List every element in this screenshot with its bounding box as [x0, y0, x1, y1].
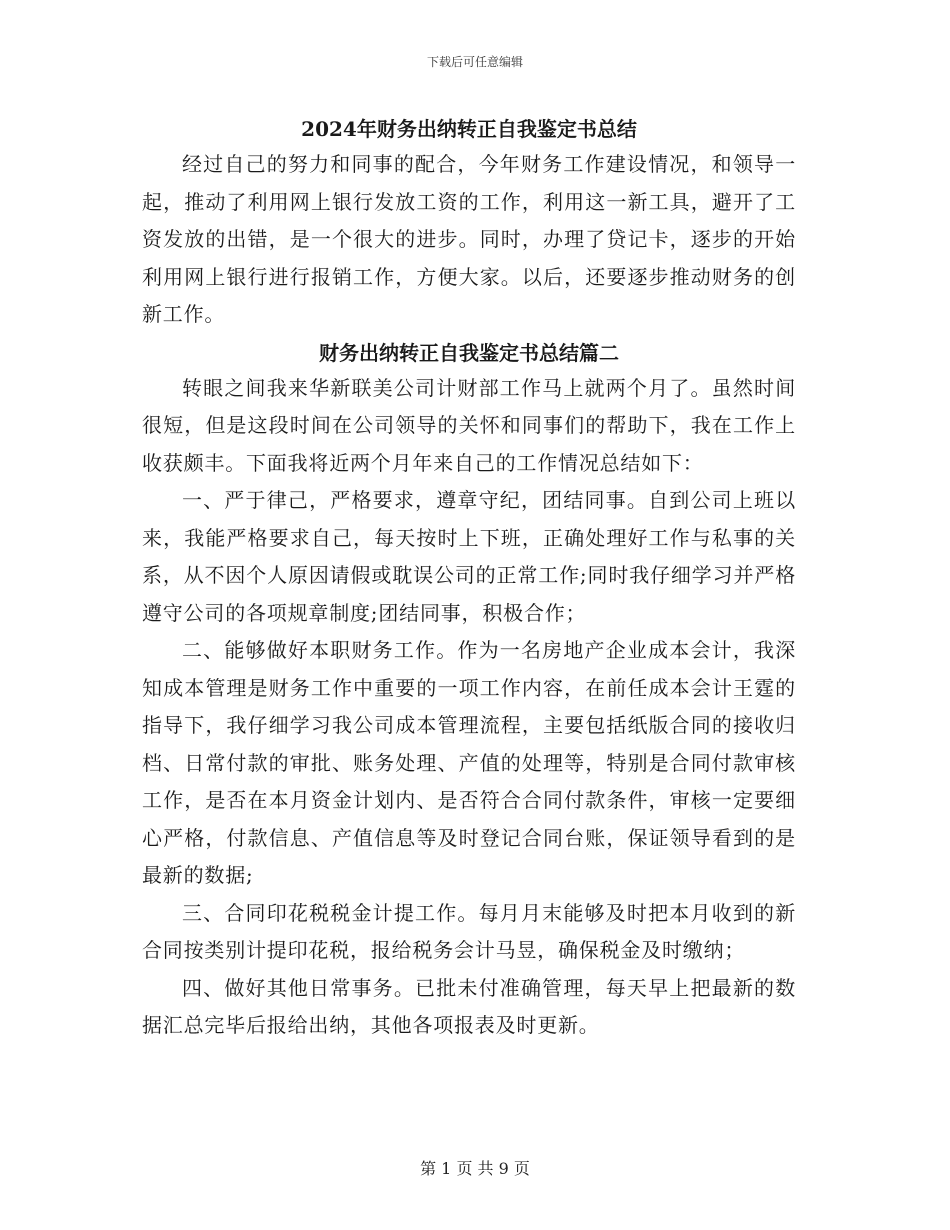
body-paragraph: 四、做好其他日常事务。已批未付准确管理，每天早上把最新的数据汇总完毕后报给出纳，其他各项报表及时更新。: [142, 975, 796, 1037]
body-paragraph: 一、严于律己，严格要求，遵章守纪，团结同事。自到公司上班以来，我能严格要求自己，每天按时上下班，正确处理好工作与私事的关系，从不因个人原因请假或耽误公司的正常工作;同时我仔细学习并严格遵守公司的各项规章制度;团结同事，积极合作；: [142, 488, 796, 625]
document-body: [142, 112, 796, 1045]
body-paragraph: 二、能够做好本职财务工作。作为一名房地产企业成本会计，我深知成本管理是财务工作中重要的一项工作内容，在前任成本会计王霆的指导下，我仔细学习我公司成本管理流程，主要包括纸版合同的接收归档、日常付款的审批、账务处理、产值的处理等，特别是合同付款审核工作，是否在本月资金计划内、是否符合合同付款条件，审核一定要细心严格，付款信息、产值信息等及时登记合同台账，保证领导看到的是最新的数据;: [142, 638, 796, 887]
document-title: 2024年财务出纳转正自我鉴定书总结: [301, 117, 637, 141]
intro-paragraph: 经过自己的努力和同事的配合，今年财务工作建设情况，和领导一起，推动了利用网上银行发放工资的工作，利用这一新工具，避开了工资发放的出错，是一个很大的进步。同时，办理了贷记卡，逐步的开始利用网上银行进行报销工作，方便大家。以后，还要逐步推动财务的创新工作。: [142, 152, 796, 326]
header-note: 下载后可任意编辑: [426, 55, 523, 69]
body-paragraph: 转眼之间我来华新联美公司计财部工作马上就两个月了。虽然时间很短，但是这段时间在公司领导的关怀和同事们的帮助下，我在工作上收获颇丰。下面我将近两个月年来自己的工作情况总结如下：: [142, 375, 796, 475]
section-title: 财务出纳转正自我鉴定书总结篇二: [319, 340, 619, 365]
page-indicator: 第 1 页 共 9 页: [420, 1159, 530, 1178]
body-paragraph: 三、合同印花税税金计提工作。每月月末能够及时把本月收到的新合同按类别计提印花税，报给税务会计马昱，确保税金及时缴纳；: [142, 900, 796, 962]
